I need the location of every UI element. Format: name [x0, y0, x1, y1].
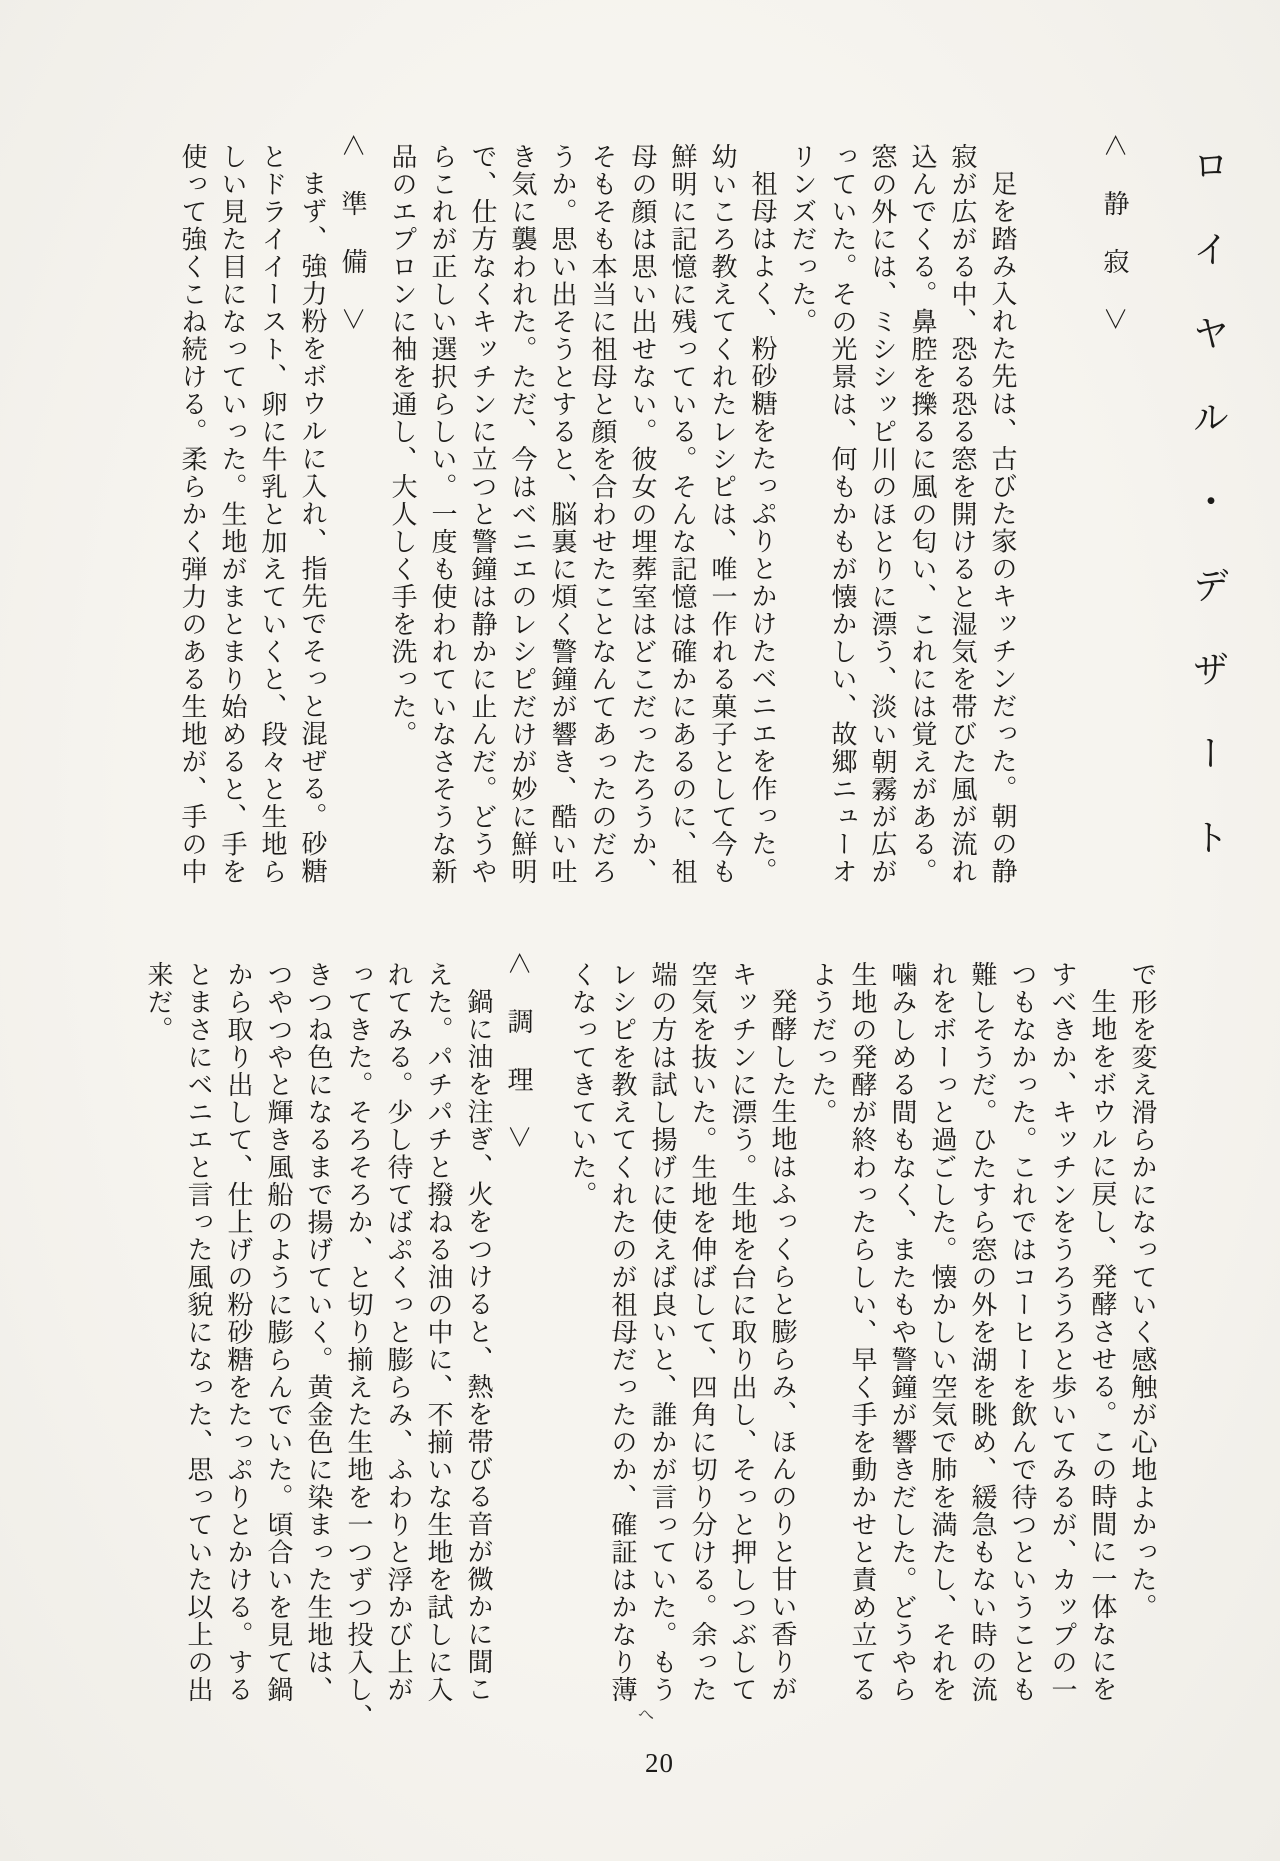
text-column: えた。パチパチと撥ねる油の中に、不揃いな生地を試しに入	[424, 961, 453, 1704]
text-column: 端の方は試し揚げに使えば良いと、誰かが言っていた。もう	[648, 961, 677, 1704]
text-column: キッチンに漂う。生地を台に取り出し、そっと押しつぶして	[728, 961, 757, 1704]
text-block-bottom	[138, 948, 1162, 1740]
text-column: リンズだった。	[788, 143, 817, 336]
text-column: 生地をボウルに戻し、発酵させる。この時間に一体なにを	[1088, 988, 1117, 1703]
text-column: 鮮明に記憶に残っている。そんな記憶は確かにあるのに、祖	[668, 143, 697, 886]
text-column: 噛みしめる間もなく、またもや警鐘が響きだした。どうやら	[888, 961, 917, 1704]
text-column: から取り出して、仕上げの粉砂糖をたっぷりとかける。する	[224, 961, 253, 1704]
text-column: ってきた。そろそろか、と切り揃えた生地を一つずつ投入し、	[344, 961, 373, 1731]
text-column: 祖母はよく、粉砂糖をたっぷりとかけたベニエを作った。	[748, 170, 777, 885]
text-column: で形を変え滑らかになっていく感触が心地よかった。	[1128, 961, 1157, 1621]
text-column: き気に襲われた。ただ、今はベニエのレシピだけが妙に鮮明	[508, 143, 537, 886]
page-title: ロイヤル・デザート	[1186, 146, 1227, 902]
text-column: すべきか、キッチンをうろうろと歩いてみるが、カップの一	[1048, 961, 1077, 1704]
text-column: まず、強力粉をボウルに入れ、指先でそっと混ぜる。砂糖	[298, 170, 327, 885]
text-column: らこれが正しい選択らしい。一度も使われていなさそうな新	[428, 143, 457, 886]
text-column: とまさにベニエと言った風貌になった、思っていた以上の出	[184, 961, 213, 1704]
text-column: で、仕方なくキッチンに立つと警鐘は静かに止んだ。どうや	[468, 143, 497, 886]
section-header: ＜調理＞	[504, 950, 533, 1183]
text-column: 足を踏み入れた先は、古びた家のキッチンだった。朝の静	[988, 170, 1017, 885]
text-column: くなってきていた。	[568, 961, 597, 1209]
text-column: きつね色になるまで揚げていく。黄金色に染まった生地は、	[304, 961, 333, 1704]
text-column: 込んでくる。鼻腔を擽るに風の匂い、これには覚えがある。	[908, 143, 937, 886]
text-column: ようだった。	[808, 961, 837, 1126]
text-column: うか。思い出そうとすると、脳裏に煩く警鐘が響き、酷い吐	[548, 143, 577, 886]
text-column: 窓の外には、ミシシッピ川のほとりに漂う、淡い朝霧が広が	[868, 143, 897, 886]
text-column: れをボーっと過ごした。懐かしい空気で肺を満たし、それを	[928, 961, 957, 1704]
section-header: ＜準備＞	[338, 132, 367, 365]
text-column: 空気を抜いた。生地を伸ばして、四角に切り分ける。余った	[688, 961, 717, 1704]
continuation-mark: へ	[638, 1707, 655, 1724]
text-column: とドライイースト、卵に牛乳と加えていくと、段々と生地ら	[258, 143, 287, 886]
text-column: 寂が広がる中、恐る恐る窓を開けると湿気を帯びた風が流れ	[948, 143, 977, 886]
text-column: 品のエプロンに袖を通し、大人しく手を洗った。	[388, 143, 417, 748]
text-column: しい見た目になっていった。生地がまとまり始めると、手を	[218, 143, 247, 886]
text-column: 難しそうだ。ひたすら窓の外を湖を眺め、緩急もない時の流	[968, 961, 997, 1704]
text-column: 発酵した生地はふっくらと膨らみ、ほんのりと甘い香りが	[768, 988, 797, 1703]
text-column: 使って強くこね続ける。柔らかく弾力のある生地が、手の中	[178, 143, 207, 886]
text-block-top	[172, 130, 1230, 922]
text-column: 来だ。	[144, 961, 173, 1044]
text-column: 生地の発酵が終わったらしい、早く手を動かせと責め立てる	[848, 961, 877, 1704]
section-header: ＜静寂＞	[1100, 132, 1129, 365]
text-column: 母の顔は思い出せない。彼女の埋葬室はどこだったろうか、	[628, 143, 657, 886]
text-column: そもそも本当に祖母と顔を合わせたことなんてあったのだろ	[588, 143, 617, 886]
text-column: つやつやと輝き風船のように膨らんでいた。頃合いを見て鍋	[264, 961, 293, 1704]
page-number: 20	[645, 1748, 674, 1778]
text-column: つもなかった。これではコーヒーを飲んで待つということも	[1008, 961, 1037, 1704]
text-column: レシピを教えてくれたのが祖母だったのか、確証はかなり薄	[608, 961, 637, 1704]
text-column: 鍋に油を注ぎ、火をつけると、熱を帯びる音が微かに聞こ	[464, 988, 493, 1703]
text-column: れてみる。少し待てばぷくっと膨らみ、ふわりと浮かび上が	[384, 961, 413, 1704]
text-column: 幼いころ教えてくれたレシピは、唯一作れる菓子として今も	[708, 143, 737, 886]
text-column: っていた。その光景は、何もかもが懐かしい、故郷ニューオ	[828, 143, 857, 886]
